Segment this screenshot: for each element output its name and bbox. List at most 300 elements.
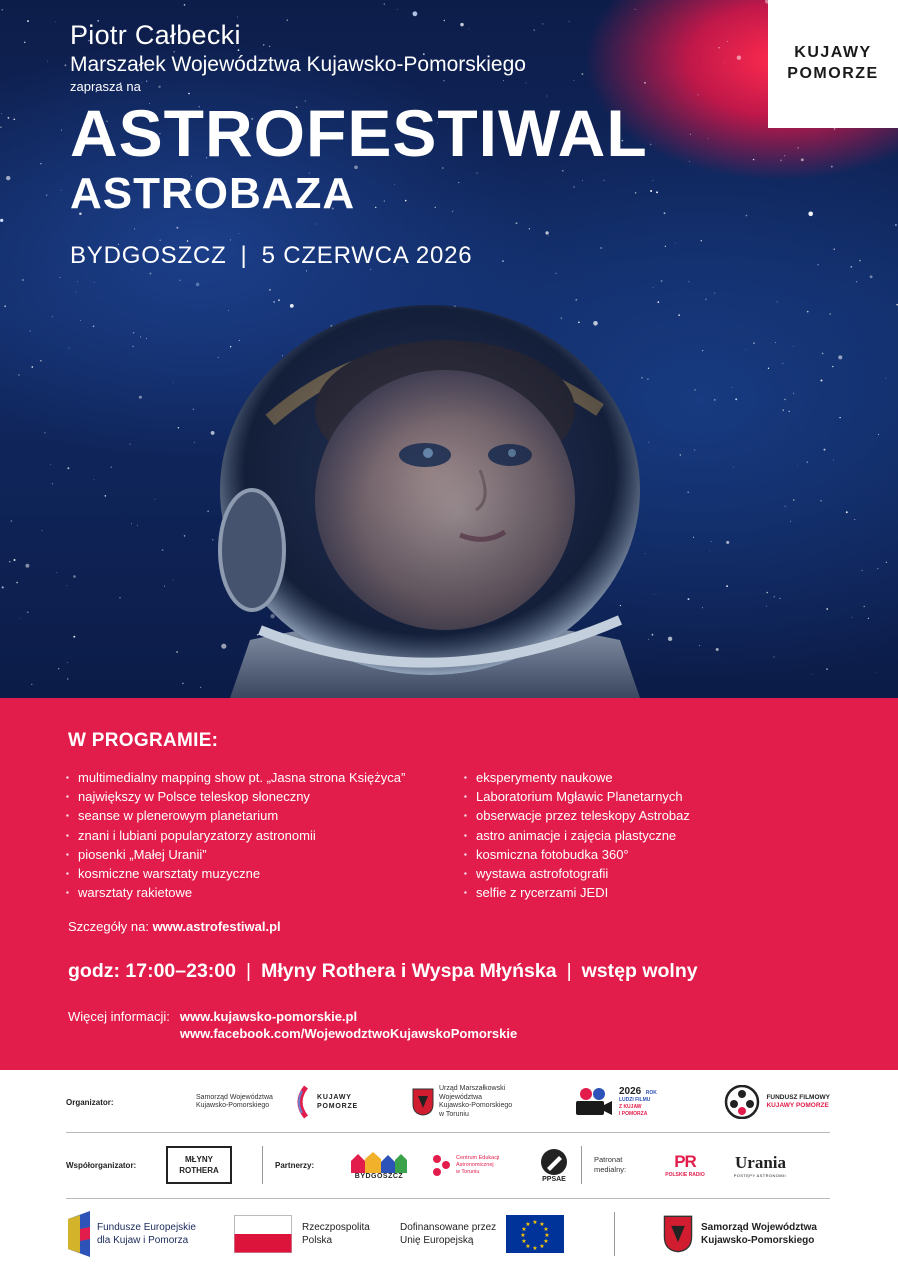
partners-section [0, 1070, 898, 1270]
star [139, 396, 142, 399]
star [1, 113, 2, 114]
star [173, 382, 174, 383]
star [196, 283, 200, 287]
star [726, 585, 728, 587]
star [164, 586, 165, 587]
samorzad-wojewodztwa-logo [615, 1215, 829, 1253]
organizer-row [66, 1082, 830, 1122]
star [774, 596, 775, 597]
star [780, 160, 782, 162]
program-list-right [464, 768, 690, 902]
star [56, 572, 57, 573]
program-list-left [66, 768, 405, 902]
list-item: ▪ znani i lubiani popularyzatorzy astronomii [66, 826, 405, 845]
centrum-line: Astronomicznej [456, 1161, 494, 1168]
star [774, 657, 775, 658]
centrum-edukacji-logo [417, 1153, 527, 1177]
star [146, 338, 147, 339]
star [652, 180, 653, 181]
star [665, 246, 666, 247]
star [44, 432, 45, 433]
rzeczpospolita-logo [234, 1215, 400, 1253]
star [397, 9, 398, 10]
star [868, 618, 869, 619]
kujawy-pomorze-logo [768, 0, 898, 128]
star [306, 270, 307, 271]
star [105, 495, 107, 497]
star [735, 398, 737, 400]
patronat-label [582, 1155, 652, 1175]
event-entry: wstęp wolny [581, 960, 698, 982]
list-item: ▪ eksperymenty naukowe [464, 768, 690, 787]
star [61, 130, 62, 131]
star [77, 281, 78, 282]
star [697, 94, 698, 95]
star [178, 427, 179, 428]
centrum-line: w Toruniu [456, 1168, 480, 1175]
star [24, 41, 26, 43]
star [94, 282, 95, 283]
rok-line: LUDZI FILMU [619, 1097, 651, 1103]
star [789, 411, 790, 412]
star [768, 368, 769, 369]
star [52, 483, 53, 484]
star [826, 608, 828, 610]
svg-text:★: ★ [543, 1226, 549, 1233]
star [119, 597, 120, 598]
star [797, 465, 798, 466]
ue-line: Dofinansowane przez [400, 1222, 497, 1233]
fe-line: dla Kujaw i Pomorza [97, 1235, 189, 1246]
bydgoszcz-houses-icon [349, 1151, 409, 1173]
star [850, 266, 852, 268]
star [708, 138, 709, 139]
star [47, 61, 48, 62]
star [777, 301, 778, 302]
star [155, 499, 156, 500]
urzad-line: Kujawsko-Pomorskiego [439, 1102, 513, 1109]
star [0, 126, 2, 128]
list-item: ▪ największy w Polsce teleskop słoneczny [66, 787, 405, 806]
details-line [68, 919, 281, 934]
star [67, 678, 68, 679]
separator: | [240, 242, 248, 270]
star [173, 580, 174, 581]
star [714, 399, 715, 400]
star [650, 144, 652, 146]
ue-line: Unię Europejską [400, 1235, 474, 1246]
star [839, 417, 840, 418]
star [709, 552, 710, 553]
bydgoszcz-label: BYDGOSZCZ [354, 1172, 404, 1180]
star [176, 651, 178, 653]
eu-flag-icon [506, 1215, 564, 1253]
urzad-line: Województwa [439, 1093, 483, 1101]
star [10, 520, 12, 522]
star [635, 9, 636, 10]
star [821, 380, 823, 382]
urania-sub: POSTĘPY ASTRONOMII [733, 1172, 786, 1178]
star [130, 444, 131, 445]
logo-line-1: KUJAWY [794, 44, 872, 62]
star [18, 374, 20, 376]
star [807, 311, 809, 313]
star [140, 336, 141, 337]
patronat-line: medialny: [594, 1165, 627, 1174]
samorzad-line: Kujawsko-Pomorskiego [196, 1102, 270, 1109]
star [58, 668, 59, 669]
star [886, 562, 887, 563]
mlyny-line: MŁYNY [185, 1155, 213, 1164]
star [732, 387, 733, 388]
star [838, 355, 842, 359]
star [8, 117, 10, 119]
star [675, 243, 676, 244]
star [50, 464, 51, 465]
svg-text:★: ★ [521, 1238, 527, 1245]
star [193, 409, 195, 411]
star [384, 4, 385, 5]
festival-title: ASTROFESTIWAL [70, 96, 648, 170]
polskie-radio-logo [652, 1152, 718, 1178]
samorzad-text [196, 1094, 292, 1111]
star [783, 409, 784, 410]
centrum-line: Centrum Edukacji [456, 1154, 500, 1161]
star [711, 541, 712, 542]
list-item: ▪ Laboratorium Mgławic Planetarnych [464, 787, 690, 806]
star [859, 260, 861, 262]
fundusz-filmowy-logo [702, 1085, 830, 1119]
star [784, 155, 785, 156]
separator: | [246, 960, 252, 982]
star [656, 191, 658, 193]
star [688, 281, 689, 282]
star [661, 280, 663, 282]
star [690, 134, 691, 135]
star [790, 521, 791, 522]
star [689, 161, 690, 162]
facebook-link[interactable]: www.facebook.com/WojewodztwoKujawskoPomorskie [179, 1026, 518, 1041]
program-section [0, 698, 898, 1070]
star [93, 325, 95, 327]
svg-text:★: ★ [543, 1238, 549, 1245]
star [693, 537, 694, 538]
star [680, 454, 681, 455]
star [718, 47, 719, 48]
star [826, 668, 828, 670]
star [111, 466, 113, 468]
star [182, 683, 184, 685]
svg-text:★: ★ [539, 1243, 545, 1250]
crest-icon [412, 1088, 434, 1116]
event-hours: godz: 17:00–23:00 [68, 960, 236, 982]
star [19, 618, 20, 619]
star [733, 467, 734, 468]
molecule-icon [431, 1153, 451, 1177]
star [793, 499, 794, 500]
divider [66, 1198, 830, 1199]
star [817, 264, 819, 266]
star [775, 342, 776, 343]
ppsae-logo [527, 1148, 581, 1183]
svg-text:★: ★ [525, 1221, 531, 1228]
star [4, 305, 6, 307]
star [52, 316, 53, 317]
telescope-icon [539, 1148, 569, 1176]
star [16, 582, 18, 584]
date: 5 CZERWCA 2026 [261, 242, 473, 270]
partners-label: Partnerzy: [275, 1160, 315, 1170]
list-item: ▪ seanse w plenerowym planetarium [66, 806, 405, 825]
star [61, 190, 62, 191]
rok-line: Z KUJAW [619, 1104, 642, 1110]
star [851, 617, 852, 618]
star [162, 549, 164, 551]
star [746, 215, 748, 217]
host-title: Marszałek Województwa Kujawsko-Pomorskiego [70, 53, 526, 76]
rok-year: 2026 [619, 1086, 642, 1097]
kp-line: KUJAWY [317, 1094, 352, 1101]
star [870, 275, 873, 278]
star [184, 535, 186, 537]
star [702, 350, 703, 351]
details-link[interactable]: www.astrofestiwal.pl [152, 919, 281, 934]
star [705, 299, 707, 301]
list-item: ▪ astro animacje i zajęcia plastyczne [464, 826, 690, 845]
fundusze-europejskie-logo [66, 1209, 234, 1259]
pr-short: PR [674, 1152, 696, 1171]
event-info [68, 960, 698, 983]
list-item: ▪ wystawa astrofotografii [464, 864, 690, 883]
star [782, 363, 783, 364]
urania-label: Urania [735, 1152, 786, 1172]
list-item: ▪ obserwacje przez teleskopy Astrobaz [464, 806, 690, 825]
list-item: ▪ multimedialny mapping show pt. „Jasna strona Księżyca” [66, 768, 405, 787]
star [793, 346, 794, 347]
star [714, 292, 715, 293]
star [46, 194, 47, 195]
star [67, 467, 69, 469]
star [42, 530, 43, 531]
eu-funds-row [66, 1206, 830, 1262]
star [14, 559, 16, 561]
star [9, 561, 11, 563]
more-info [68, 1008, 517, 1042]
star [832, 366, 833, 367]
star [824, 449, 826, 451]
kujawy-pomorze-small-logo [292, 1085, 412, 1119]
star [822, 353, 824, 355]
star [856, 281, 857, 282]
star [745, 349, 746, 350]
fundusz-line: KUJAWY POMORZE [766, 1102, 829, 1109]
event-venue: Młyny Rothera i Wyspa Młyńska [261, 960, 557, 982]
details-label: Szczegóły na: [68, 919, 149, 934]
star [22, 279, 23, 280]
star [0, 219, 3, 222]
star [67, 662, 68, 663]
star [688, 598, 690, 600]
star [40, 163, 41, 164]
samorzad-line: Samorząd Województwa [196, 1093, 273, 1101]
star [737, 56, 741, 60]
festival-subtitle: ASTROBAZA [70, 169, 356, 218]
invite-text: zaprasza na [70, 79, 141, 94]
rok-line: I POMORZA [619, 1111, 648, 1117]
svg-text:★: ★ [532, 1245, 538, 1252]
star [833, 460, 834, 461]
star [27, 611, 29, 613]
patronat-line: Patronat [594, 1155, 623, 1164]
star [766, 592, 768, 594]
star [678, 314, 680, 316]
star [766, 606, 767, 607]
star [854, 519, 855, 520]
star [55, 21, 56, 22]
polish-flag-icon [234, 1215, 292, 1253]
swkp-line: Samorząd Województwa [701, 1222, 817, 1233]
star [716, 648, 719, 651]
star [694, 389, 695, 390]
list-item: ▪ kosmiczne warsztaty muzyczne [66, 864, 405, 883]
star [137, 525, 138, 526]
star [727, 41, 728, 42]
partners-row [66, 1142, 830, 1188]
star [878, 434, 879, 435]
star [149, 273, 151, 275]
rp-line: Rzeczpospolita [302, 1222, 370, 1233]
website-link[interactable]: www.kujawsko-pomorskie.pl [179, 1009, 358, 1024]
star [413, 11, 418, 16]
fe-line: Fundusze Europejskie [97, 1222, 196, 1233]
star [862, 570, 863, 571]
star [834, 249, 835, 250]
star [76, 292, 77, 293]
eu-cofinanced-logo [400, 1215, 614, 1253]
star [68, 348, 69, 349]
rok-line: ROK [645, 1090, 657, 1096]
star [808, 211, 813, 216]
star [812, 674, 813, 675]
star [30, 330, 31, 331]
mlyny-line: ROTHERA [179, 1166, 219, 1175]
star [807, 461, 808, 462]
svg-text:★: ★ [544, 1232, 550, 1239]
list-item: ▪ selfie z rycerzami JEDI [464, 883, 690, 902]
star [73, 636, 75, 638]
film-reel-icon [723, 1085, 761, 1119]
star [31, 684, 32, 685]
svg-text:★: ★ [520, 1232, 526, 1239]
star [80, 320, 81, 321]
star [59, 277, 60, 278]
pr-name: POLSKIE RADIO [665, 1172, 705, 1178]
list-item: ▪ kosmiczna fotobudka 360° [464, 845, 690, 864]
rp-line: Polska [302, 1235, 333, 1246]
star [820, 500, 822, 502]
star [133, 332, 135, 334]
star [701, 240, 702, 241]
star [650, 190, 652, 192]
star [831, 166, 833, 168]
urzad-logo [412, 1085, 572, 1119]
star [829, 313, 831, 315]
star [131, 523, 132, 524]
star [699, 645, 700, 646]
star [702, 607, 703, 608]
star [73, 575, 76, 578]
star [801, 158, 804, 161]
place-date [70, 242, 648, 270]
star [269, 289, 271, 291]
astronaut-child-illustration [200, 300, 660, 698]
organizer-label: Organizator: [66, 1097, 114, 1107]
bydgoszcz-logo [341, 1151, 417, 1180]
star [67, 585, 68, 586]
star [687, 491, 689, 493]
kp-swirl-icon [292, 1085, 312, 1119]
star [64, 64, 66, 66]
star [27, 20, 29, 22]
star [877, 568, 878, 569]
star [94, 479, 95, 480]
fe-flag-icon [66, 1209, 92, 1259]
star [864, 606, 865, 607]
star [1, 9, 3, 11]
star [40, 360, 41, 361]
star [793, 393, 794, 394]
more-info-label: Więcej informacji: [68, 1009, 170, 1024]
star [726, 541, 729, 544]
star [753, 342, 755, 344]
star [13, 118, 15, 120]
star [6, 176, 10, 180]
film-camera-icon [572, 1086, 614, 1118]
star [194, 442, 195, 443]
city: BYDGOSZCZ [70, 242, 227, 270]
program-title: W PROGRAMIE: [68, 730, 219, 751]
ppsae-label: PPSAE [542, 1175, 566, 1183]
swkp-line: Kujawsko-Pomorskiego [701, 1235, 815, 1246]
svg-text:★: ★ [539, 1221, 545, 1228]
star [25, 564, 29, 568]
star [784, 399, 785, 400]
coorganizer-label: Współorganizator: [66, 1160, 137, 1170]
star [876, 672, 877, 673]
urzad-line: Urząd Marszałkowski [439, 1085, 506, 1092]
urania-logo [718, 1153, 786, 1178]
star [895, 224, 897, 226]
host-name: Piotr Całbecki [70, 20, 241, 50]
fundusz-line: FUNDUSZ FILMOWY [766, 1094, 830, 1101]
mlyny-rothera-logo [166, 1146, 232, 1184]
star [31, 366, 33, 368]
star [834, 128, 836, 130]
list-item: ▪ piosenki „Małej Uranii” [66, 845, 405, 864]
urzad-line: w Toruniu [439, 1110, 469, 1118]
star [885, 378, 886, 379]
star [184, 4, 186, 6]
star [724, 62, 725, 63]
star [179, 280, 180, 281]
star [668, 637, 672, 641]
star [237, 17, 238, 18]
rok-ludzi-filmu-logo [572, 1086, 702, 1118]
star [664, 212, 666, 214]
star [555, 273, 556, 274]
logo-line-2: POMORZE [787, 65, 879, 82]
kp-line: POMORZE [317, 1103, 358, 1110]
